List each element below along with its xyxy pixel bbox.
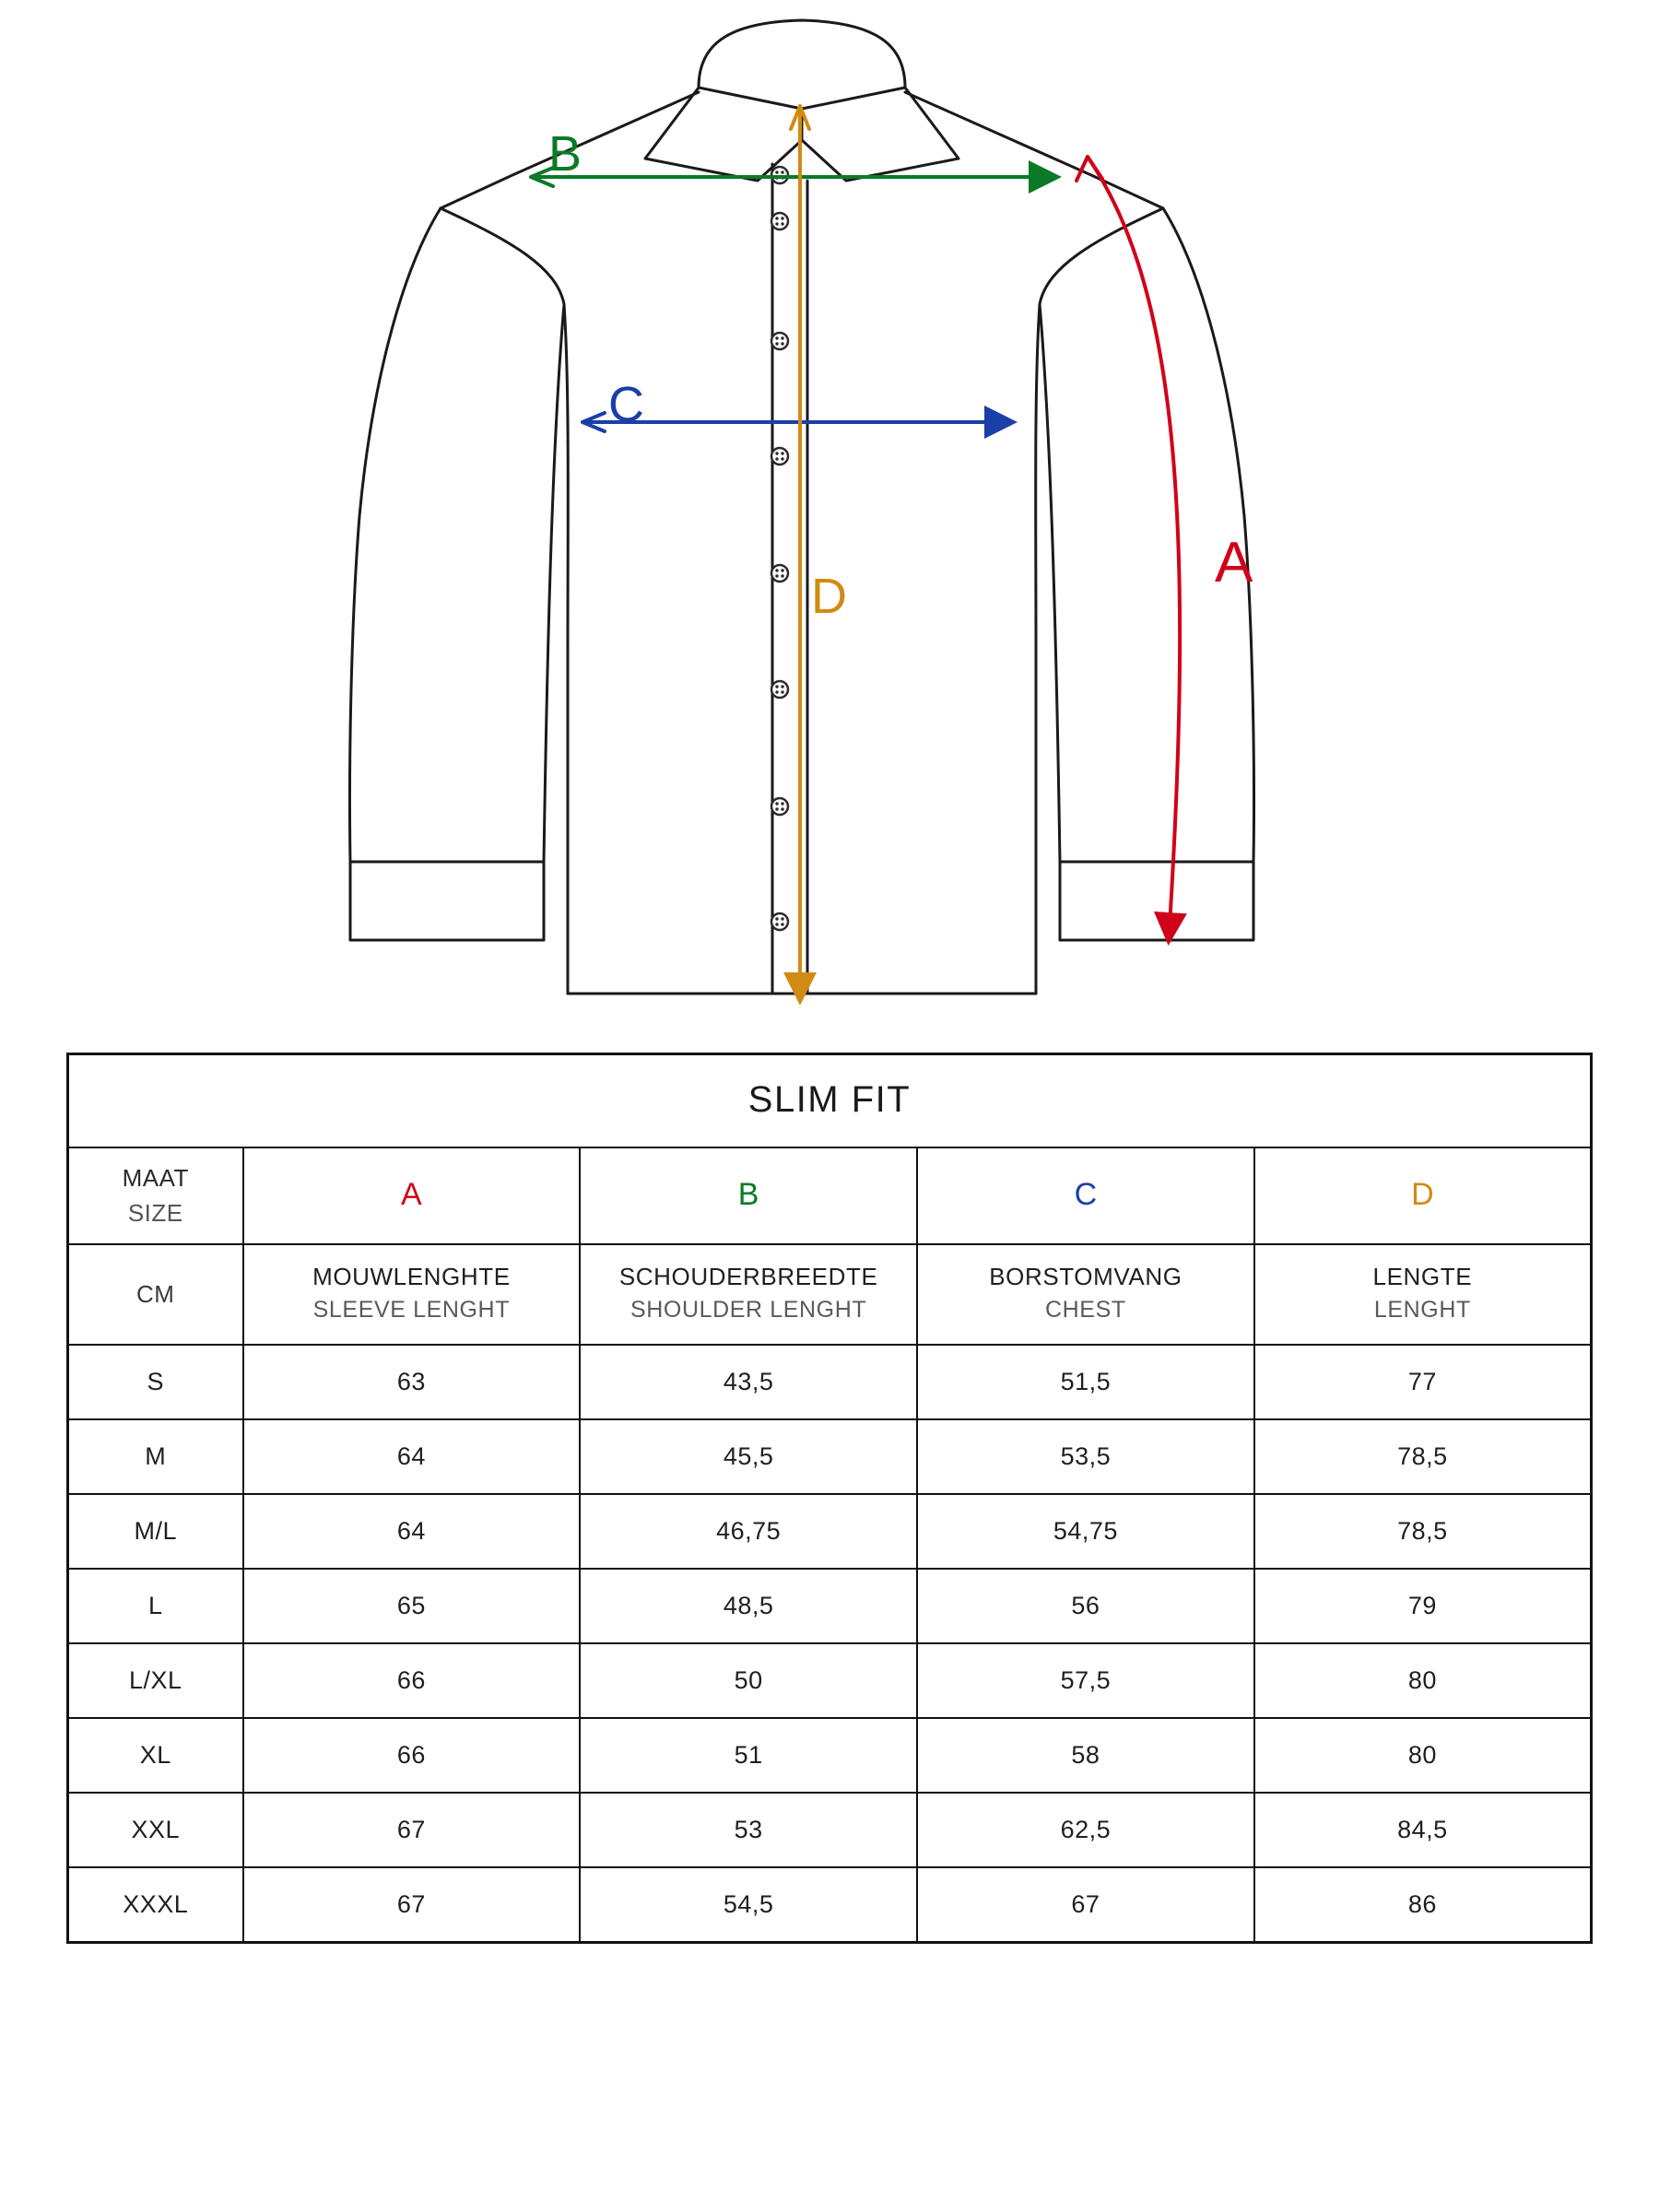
- size-table-container: [66, 1053, 1593, 1944]
- column-name-a-en: SLEEVE LENGHT: [312, 1297, 511, 1324]
- row-value-c: 56: [917, 1569, 1254, 1643]
- row-value-c: 51,5: [917, 1345, 1254, 1419]
- row-value-d: 77: [1254, 1345, 1592, 1419]
- row-value-b: 53: [580, 1793, 917, 1867]
- table-row: [68, 1419, 1592, 1494]
- table-title-row: [68, 1054, 1592, 1148]
- table-header-names-row: [68, 1244, 1592, 1344]
- column-name-b-en: SHOULDER LENGHT: [629, 1297, 867, 1324]
- row-value-d: 84,5: [1254, 1793, 1592, 1867]
- column-name-a: [243, 1244, 581, 1344]
- row-value-b: 51: [580, 1718, 917, 1793]
- row-value-a: 67: [243, 1793, 581, 1867]
- row-value-a: 64: [243, 1419, 581, 1494]
- row-value-b: 50: [580, 1643, 917, 1718]
- row-value-d: 78,5: [1254, 1494, 1592, 1569]
- column-letter-b: B: [580, 1147, 917, 1244]
- row-value-a: 63: [243, 1345, 581, 1419]
- table-row: [68, 1494, 1592, 1569]
- size-header-cell: [68, 1147, 243, 1244]
- column-letter-d: D: [1254, 1147, 1592, 1244]
- diagram-label-b: B: [548, 126, 582, 182]
- row-size: XXXL: [68, 1867, 243, 1943]
- row-value-d: 86: [1254, 1867, 1592, 1943]
- shirt-measurement-diagram: [0, 0, 1659, 1041]
- column-letter-c: C: [917, 1147, 1254, 1244]
- diagram-label-a: A: [1215, 531, 1253, 594]
- row-value-c: 62,5: [917, 1793, 1254, 1867]
- row-value-c: 53,5: [917, 1419, 1254, 1494]
- row-value-d: 80: [1254, 1718, 1592, 1793]
- table-title: SLIM FIT: [68, 1054, 1592, 1148]
- column-name-d-nl: LENGTE: [1372, 1263, 1473, 1291]
- shirt-illustration-svg: [0, 0, 1659, 1041]
- column-name-d: [1254, 1244, 1592, 1344]
- row-value-b: 54,5: [580, 1867, 917, 1943]
- row-size: L/XL: [68, 1643, 243, 1718]
- row-size: M/L: [68, 1494, 243, 1569]
- row-value-c: 54,75: [917, 1494, 1254, 1569]
- column-name-b-nl: SCHOUDERBREEDTE: [618, 1263, 878, 1291]
- size-header-line2: SIZE: [127, 1198, 183, 1227]
- row-size: XXL: [68, 1793, 243, 1867]
- row-size: L: [68, 1569, 243, 1643]
- row-value-b: 46,75: [580, 1494, 917, 1569]
- column-name-c: [917, 1244, 1254, 1344]
- row-size: M: [68, 1419, 243, 1494]
- table-row: [68, 1793, 1592, 1867]
- table-row: [68, 1718, 1592, 1793]
- table-row: [68, 1345, 1592, 1419]
- column-name-d-en: LENGHT: [1373, 1297, 1471, 1324]
- diagram-label-d: D: [811, 569, 847, 624]
- unit-cell: CM: [68, 1244, 243, 1344]
- row-value-c: 67: [917, 1867, 1254, 1943]
- row-size: S: [68, 1345, 243, 1419]
- size-header-line1: MAAT: [122, 1164, 189, 1192]
- row-value-d: 79: [1254, 1569, 1592, 1643]
- row-value-c: 57,5: [917, 1643, 1254, 1718]
- table-row: [68, 1569, 1592, 1643]
- row-value-a: 64: [243, 1494, 581, 1569]
- column-name-b: [580, 1244, 917, 1344]
- diagram-label-c: C: [608, 377, 644, 432]
- column-name-c-en: CHEST: [1045, 1297, 1126, 1324]
- column-name-a-nl: MOUWLENGHTE: [312, 1263, 511, 1291]
- row-value-d: 78,5: [1254, 1419, 1592, 1494]
- table-row: [68, 1867, 1592, 1943]
- row-value-b: 43,5: [580, 1345, 917, 1419]
- table-row: [68, 1643, 1592, 1718]
- row-value-a: 65: [243, 1569, 581, 1643]
- row-value-b: 45,5: [580, 1419, 917, 1494]
- column-name-c-nl: BORSTOMVANG: [989, 1263, 1182, 1291]
- row-value-d: 80: [1254, 1643, 1592, 1718]
- row-value-a: 67: [243, 1867, 581, 1943]
- row-value-a: 66: [243, 1718, 581, 1793]
- column-letter-a: A: [243, 1147, 581, 1244]
- table-header-letters-row: [68, 1147, 1592, 1244]
- row-size: XL: [68, 1718, 243, 1793]
- row-value-b: 48,5: [580, 1569, 917, 1643]
- row-value-c: 58: [917, 1718, 1254, 1793]
- row-value-a: 66: [243, 1643, 581, 1718]
- size-chart-table: [66, 1053, 1593, 1944]
